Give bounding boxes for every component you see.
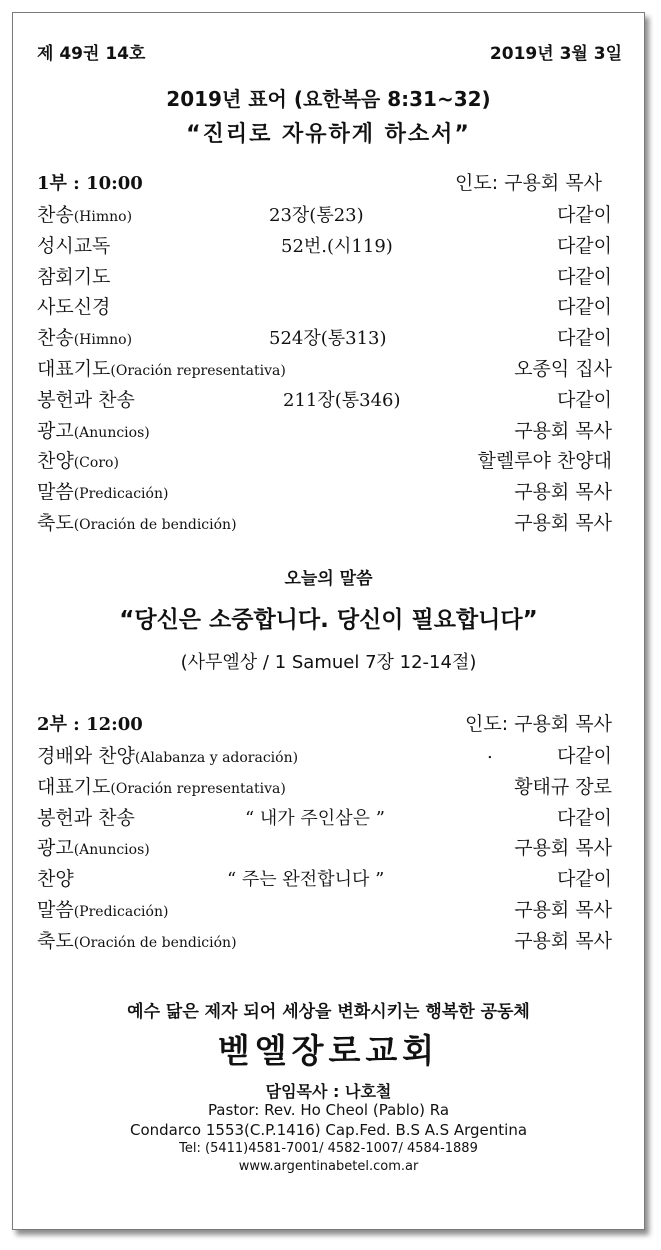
sermon-heading: 오늘의 말씀 xyxy=(284,569,373,589)
order-item-spanish: (Coro) xyxy=(73,455,119,472)
order-item-detail: 23장(통23) xyxy=(269,205,364,226)
order-item-label xyxy=(37,262,110,289)
order-item-leader: 구용회 목사 xyxy=(514,929,612,952)
senior-pastor: 담임목사 : 나호철 xyxy=(265,1082,392,1101)
order-item-label xyxy=(37,231,110,258)
order-item-detail: “ 내가 주인삼은 ” xyxy=(245,807,385,829)
order-item-leader: 다같이 xyxy=(556,265,612,288)
service2-leader: 인도: 구용회 목사 xyxy=(465,713,612,735)
issue-date: 2019년 3월 3일 xyxy=(489,44,622,64)
order-item-leader: 오종익 집사 xyxy=(514,358,612,380)
order-item-leader: 다같이 xyxy=(556,868,612,891)
order-item-spanish: (Oración de bendición) xyxy=(73,517,237,533)
order-item-korean: 축도 xyxy=(37,929,74,952)
church-slogan: 예수 닮은 제자 되어 세상을 변화시키는 행복한 공동체 xyxy=(127,1002,530,1022)
order-item-detail: 211장(통346) xyxy=(283,389,401,411)
order-item-korean: 봉헌과 찬송 xyxy=(37,388,135,411)
church-phone: Tel: (5411)4581-7001/ 4582-1007/ 4584-1889 xyxy=(179,1141,478,1156)
order-item-leader: 할렐루야 찬양대 xyxy=(477,450,612,473)
order-item-korean: 대표기도 xyxy=(37,358,111,380)
order-item-korean: 광고 xyxy=(37,837,74,860)
order-item-korean: 축도 xyxy=(37,512,74,534)
church-name: 벧엘장로교회 xyxy=(217,1031,440,1070)
order-item-label xyxy=(37,323,132,350)
order-item-korean: 봉헌과 찬송 xyxy=(37,806,135,829)
order-item-label xyxy=(37,926,237,953)
order-item-spanish: (Himno) xyxy=(73,209,133,225)
order-item-leader: 구용회 목사 xyxy=(514,419,612,442)
order-item-korean: 말씀 xyxy=(37,899,74,921)
sermon-title: “당신은 소중합니다. 당신이 필요합니다” xyxy=(119,607,538,633)
order-item-korean: 대표기도 xyxy=(37,775,111,798)
order-item-detail: . xyxy=(487,742,493,763)
order-item-spanish: (Oración representativa) xyxy=(110,780,286,797)
order-item-korean: 찬송 xyxy=(37,204,74,226)
order-item-spanish: (Oración representativa) xyxy=(110,363,286,379)
service1-leader: 인도: 구용회 목사 xyxy=(455,172,602,194)
order-item-korean: 성시교독 xyxy=(37,234,111,257)
order-item-label xyxy=(37,385,135,412)
order-item-leader: 다같이 xyxy=(556,745,612,767)
order-item-spanish: (Predicación) xyxy=(73,486,169,503)
order-item-korean: 광고 xyxy=(37,419,74,442)
motto-quote: “진리로 자유하게 하소서” xyxy=(186,122,471,147)
order-item-label xyxy=(37,895,168,922)
order-item-label xyxy=(37,200,132,227)
order-item-detail: 52번.(시119) xyxy=(281,235,393,257)
order-item-leader: 다같이 xyxy=(556,234,612,257)
order-item-korean: 참회기도 xyxy=(37,265,111,288)
service1-title: 1부 : 10:00 xyxy=(37,173,143,194)
order-item-korean: 찬송 xyxy=(37,327,74,350)
order-item-label xyxy=(37,833,150,860)
service2-title: 2부 : 12:00 xyxy=(37,714,143,735)
order-item-spanish: (Anuncios) xyxy=(73,842,150,859)
order-item-leader: 다같이 xyxy=(556,327,612,350)
volume-number: 제 49권 14호 xyxy=(37,44,146,64)
order-item-label xyxy=(37,741,298,768)
order-item-label xyxy=(37,292,110,319)
order-item-label xyxy=(37,508,237,535)
order-item-label xyxy=(37,416,150,443)
motto-line: 2019년 표어 (요한복음 8:31~32) xyxy=(166,87,491,111)
order-item-label xyxy=(37,772,286,799)
pastor-english: Pastor: Rev. Ho Cheol (Pablo) Ra xyxy=(207,1101,450,1119)
order-item-detail: “ 주는 완전합니다 ” xyxy=(227,869,385,891)
order-item-leader: 다같이 xyxy=(556,204,612,226)
order-item-label xyxy=(37,446,119,473)
order-item-leader: 황태규 장로 xyxy=(514,775,612,798)
order-item-label xyxy=(37,354,286,381)
order-item-korean: 사도신경 xyxy=(37,296,111,319)
order-item-korean: 찬양 xyxy=(37,868,74,891)
order-item-leader: 구용회 목사 xyxy=(514,481,612,504)
order-item-label xyxy=(37,477,168,504)
order-item-korean: 찬양 xyxy=(37,450,74,473)
order-item-leader: 다같이 xyxy=(556,806,612,829)
order-item-leader: 구용회 목사 xyxy=(514,899,612,921)
order-item-spanish: (Oración de bendición) xyxy=(73,934,237,951)
order-item-leader: 다같이 xyxy=(556,388,612,411)
order-item-leader: 구용회 목사 xyxy=(514,837,612,860)
church-address: Condarco 1553(C.P.1416) Cap.Fed. B.S A.S Argentina xyxy=(129,1121,528,1139)
order-item-spanish: (Himno) xyxy=(73,332,133,349)
order-item-spanish: (Alabanza y adoración) xyxy=(134,750,299,766)
order-item-label xyxy=(37,864,74,891)
order-item-detail: 524장(통313) xyxy=(269,328,387,350)
order-item-korean: 말씀 xyxy=(37,481,74,504)
sermon-reference: (사무엘상 / 1 Samuel 7장 12-14절) xyxy=(180,652,477,673)
bulletin-page xyxy=(12,12,645,1230)
order-item-leader: 다같이 xyxy=(556,296,612,319)
order-item-spanish: (Predicación) xyxy=(73,904,169,920)
church-website: www.argentinabetel.com.ar xyxy=(238,1159,419,1174)
order-item-leader: 구용회 목사 xyxy=(514,512,612,534)
order-item-spanish: (Anuncios) xyxy=(73,424,150,441)
order-item-korean: 경배와 찬양 xyxy=(37,745,135,767)
order-item-label xyxy=(37,803,135,830)
